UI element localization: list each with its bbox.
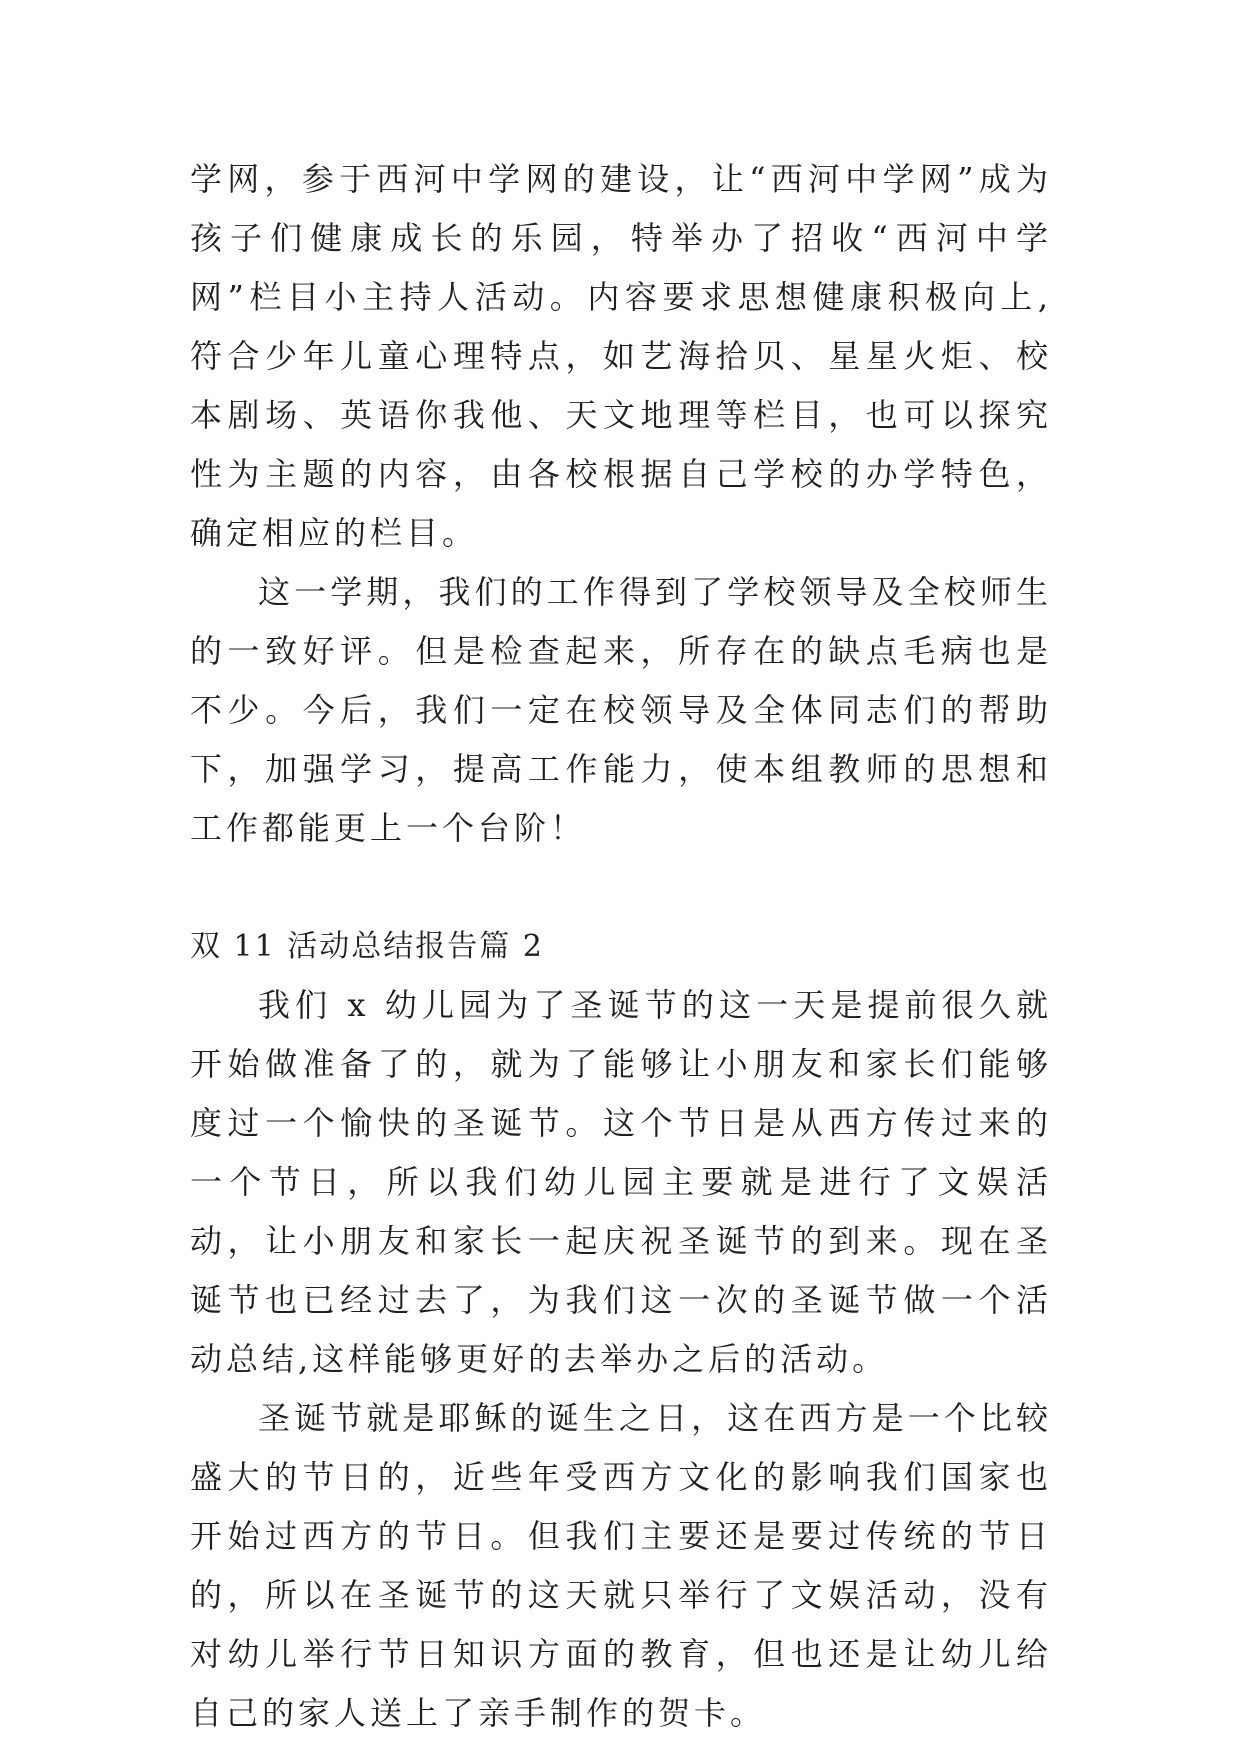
body-paragraph: 这一学期，我们的工作得到了学校领导及全校师生的一致好评。但是检查起来，所存在的缺点毛病也是不少。今后，我们一定在校领导及全体同志们的帮助下，加强学习，提高工作能力，使本组教师的思想和工作都能更上一个台阶！ (190, 573, 1052, 847)
section-heading: 双 11 活动总结报告篇 2 (190, 929, 544, 964)
document-body (190, 150, 1052, 1743)
body-paragraph: 学网，参于西河中学网的建设，让“西河中学网”成为孩子们健康成长的乐园，特举办了招收“西河中学网”栏目小主持人活动。内容要求思想健康积极向上,符合少年儿童心理特点，如艺海拾贝、星星火炬、校本剧场、英语你我他、天文地理等栏目，也可以探究性为主题的内容，由各校根据自己学校的办学特色，确定相应的栏目。 (190, 160, 1052, 552)
body-paragraph: 圣诞节就是耶稣的诞生之日，这在西方是一个比较盛大的节日的，近些年受西方文化的影响我们国家也开始过西方的节日。但我们主要还是要过传统的节日的，所以在圣诞节的这天就只举行了文娱活动，没有对幼儿举行节日知识方面的教育，但也还是让幼儿给自己的家人送上了亲手制作的贺卡。 (190, 1399, 1052, 1732)
body-paragraph: 我们 x 幼儿园为了圣诞节的这一天是提前很久就开始做准备了的，就为了能够让小朋友和家长们能够度过一个愉快的圣诞节。这个节日是从西方传过来的一个节日，所以我们幼儿园主要就是进行了文娱活动，让小朋友和家长一起庆祝圣诞节的到来。现在圣诞节也已经过去了，为我们这一次的圣诞节做一个活动总结,这样能够更好的去举办之后的活动。 (190, 986, 1052, 1378)
